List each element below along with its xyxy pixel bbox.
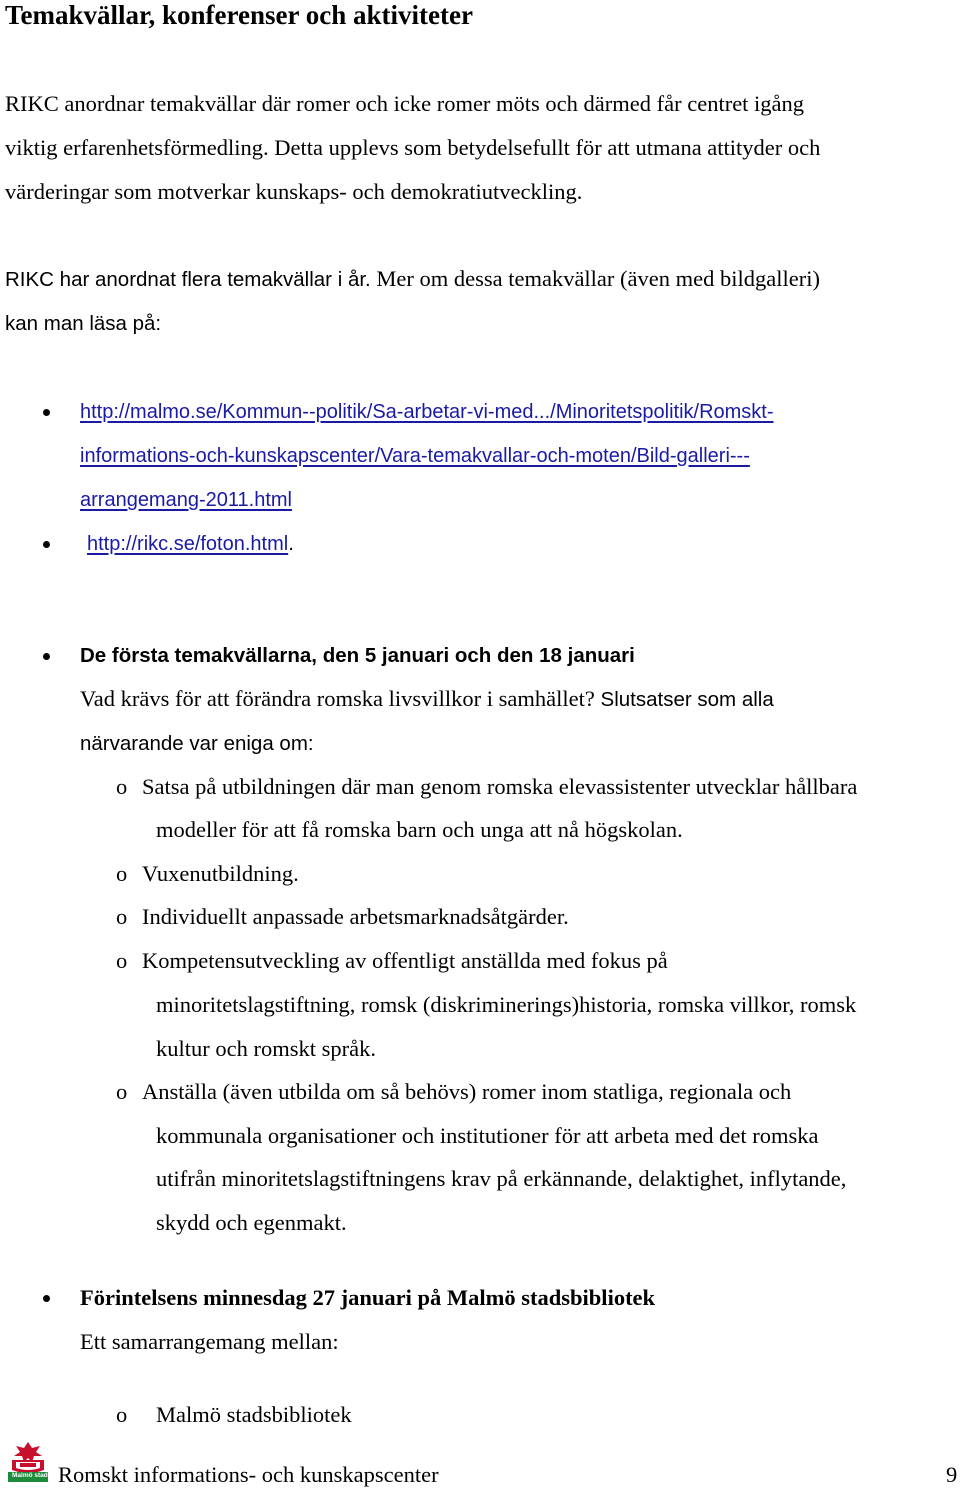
sub-item-5-line-4: skydd och egenmakt. xyxy=(156,1210,347,1235)
section1-question: Vad krävs för att förändra romska livsvillkor i samhället? xyxy=(80,686,595,711)
sub-item-5-line-3: utifrån minoritetslagstiftningens krav på erkännande, delaktighet, inflytande, xyxy=(156,1166,847,1191)
section2-title: Förintelsens minnesdag 27 januari på Malmö stadsbibliotek xyxy=(80,1285,656,1310)
intro-line-3: värderingar som motverkar kunskaps- och demokratiutveckling. xyxy=(5,179,583,204)
link-rikc[interactable]: http://rikc.se/foton.html xyxy=(87,533,289,555)
sub-item-1-line-2: modeller för att få romska barn och unga att nå högskolan. xyxy=(156,817,683,842)
bullet-dot xyxy=(43,541,50,548)
section2-line-1: Ett samarrangemang mellan: xyxy=(80,1329,339,1354)
intro-line-2: viktig erfarenhetsförmedling. Detta upplevs som betydelsefullt för att utmana attityder och xyxy=(5,135,821,160)
para2-sans-text: RIKC har anordnat flera temakvällar i år. xyxy=(5,268,371,291)
para2-serif-text: Mer om dessa temakvällar (även med bildgalleri) xyxy=(370,266,820,291)
page-heading: Temakvällar, konferenser och aktiviteter xyxy=(5,0,473,30)
sub-bullet-marker: o xyxy=(116,1402,128,1427)
sub-item-3-line-1: Individuellt anpassade arbetsmarknadsåtgärder. xyxy=(142,904,569,929)
bullet-dot xyxy=(43,409,50,416)
section1-line-2: närvarande var eniga om: xyxy=(80,732,314,755)
sub-bullet-marker: o xyxy=(116,774,128,799)
link-rikc-suffix: . xyxy=(288,532,294,555)
link-malmo-line-1[interactable]: http://malmo.se/Kommun--politik/Sa-arbetar-vi-med.../Minoritetspolitik/Romskt- xyxy=(80,401,774,423)
link-malmo-line-2[interactable]: informations-och-kunskapscenter/Vara-temakvallar-och-moten/Bild-galleri--- xyxy=(80,445,750,467)
link-malmo-line-3[interactable]: arrangemang-2011.html xyxy=(80,489,292,511)
section1-conclusion-lead: Slutsatser som alla xyxy=(594,688,774,711)
sub-bullet-marker: o xyxy=(116,1079,128,1104)
link-rikc-row xyxy=(87,529,294,559)
logo-text: Malmö stad xyxy=(12,1472,48,1479)
page-number: 9 xyxy=(946,1462,958,1487)
sub-item-4-line-1: Kompetensutveckling av offentligt anställda med fokus på xyxy=(142,948,668,973)
section2-item-1: Malmö stadsbibliotek xyxy=(156,1402,352,1427)
sub-item-1-line-1: Satsa på utbildningen där man genom romska elevassistenter utvecklar hållbara xyxy=(142,774,858,799)
section1-title: De första temakvällarna, den 5 januari och den 18 januari xyxy=(80,644,635,667)
bullet-dot xyxy=(43,653,50,660)
para2-line-1 xyxy=(5,264,820,295)
malmo-stad-logo xyxy=(6,1438,50,1484)
para2-line-2: kan man läsa på: xyxy=(5,312,162,335)
sub-item-4-line-3: kultur och romskt språk. xyxy=(156,1036,376,1061)
sub-bullet-marker: o xyxy=(116,861,128,886)
bullet-dot xyxy=(43,1295,50,1302)
footer-text: Romskt informations- och kunskapscenter xyxy=(58,1462,439,1487)
sub-item-5-line-2: kommunala organisationer och institutioner för att arbeta med det romska xyxy=(156,1123,819,1148)
sub-item-2-line-1: Vuxenutbildning. xyxy=(142,861,299,886)
sub-bullet-marker: o xyxy=(116,904,128,929)
sub-item-5-line-1: Anställa (även utbilda om så behövs) romer inom statliga, regionala och xyxy=(142,1079,792,1104)
sub-bullet-marker: o xyxy=(116,948,128,973)
sub-item-4-line-2: minoritetslagstiftning, romsk (diskriminerings)historia, romska villkor, romsk xyxy=(156,992,857,1017)
intro-line-1: RIKC anordnar temakvällar där romer och icke romer möts och därmed får centret igång xyxy=(5,91,805,116)
section1-line-1 xyxy=(80,684,774,715)
